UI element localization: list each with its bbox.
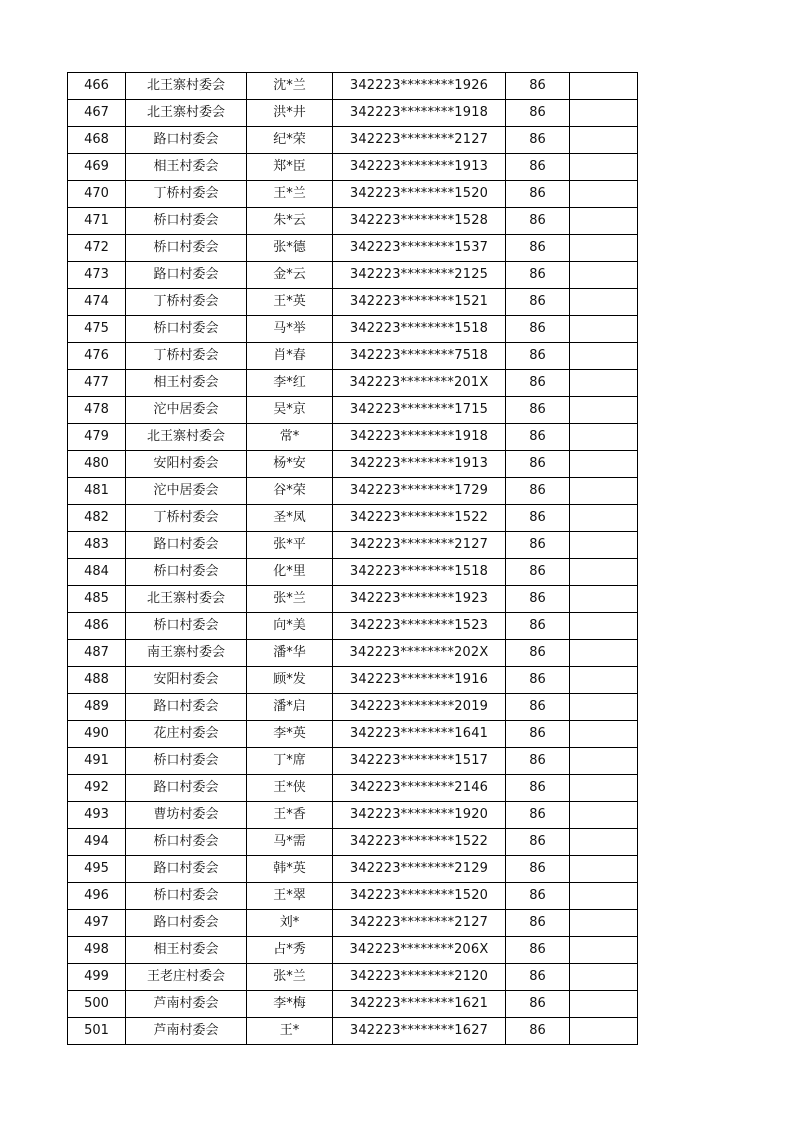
serial-number-cell: 473: [68, 262, 126, 289]
table-row: [68, 694, 638, 721]
committee-cell: 南王寨村委会: [126, 640, 247, 667]
score-cell: 86: [506, 478, 570, 505]
committee-cell: 桥口村委会: [126, 235, 247, 262]
person-name-cell: 王*: [247, 1018, 333, 1045]
id-number-cell: 342223********1641: [333, 721, 506, 748]
table-row: [68, 937, 638, 964]
serial-number-cell: 485: [68, 586, 126, 613]
serial-number-cell: 467: [68, 100, 126, 127]
serial-number-cell: 501: [68, 1018, 126, 1045]
person-name-cell: 占*秀: [247, 937, 333, 964]
serial-number-cell: 478: [68, 397, 126, 424]
score-cell: 86: [506, 208, 570, 235]
table-row: [68, 802, 638, 829]
table-row: [68, 505, 638, 532]
remark-cell: [570, 343, 638, 370]
person-name-cell: 沈*兰: [247, 73, 333, 100]
table-row: [68, 289, 638, 316]
committee-cell: 桥口村委会: [126, 208, 247, 235]
committee-cell: 丁桥村委会: [126, 505, 247, 532]
remark-cell: [570, 532, 638, 559]
id-number-cell: 342223********206X: [333, 937, 506, 964]
person-name-cell: 肖*春: [247, 343, 333, 370]
person-name-cell: 刘*: [247, 910, 333, 937]
serial-number-cell: 500: [68, 991, 126, 1018]
remark-cell: [570, 235, 638, 262]
committee-cell: 桥口村委会: [126, 748, 247, 775]
person-name-cell: 王*翠: [247, 883, 333, 910]
remark-cell: [570, 370, 638, 397]
table-row: [68, 316, 638, 343]
committee-cell: 北王寨村委会: [126, 100, 247, 127]
remark-cell: [570, 1018, 638, 1045]
committee-cell: 花庄村委会: [126, 721, 247, 748]
id-number-cell: 342223********1923: [333, 586, 506, 613]
remark-cell: [570, 397, 638, 424]
score-cell: 86: [506, 316, 570, 343]
remark-cell: [570, 289, 638, 316]
person-name-cell: 马*需: [247, 829, 333, 856]
person-name-cell: 向*美: [247, 613, 333, 640]
committee-cell: 丁桥村委会: [126, 289, 247, 316]
table-row: [68, 964, 638, 991]
table-row: [68, 343, 638, 370]
id-number-cell: 342223********1517: [333, 748, 506, 775]
serial-number-cell: 480: [68, 451, 126, 478]
id-number-cell: 342223********1537: [333, 235, 506, 262]
person-name-cell: 王*侠: [247, 775, 333, 802]
table-row: [68, 748, 638, 775]
score-cell: 86: [506, 1018, 570, 1045]
id-number-cell: 342223********1920: [333, 802, 506, 829]
id-number-cell: 342223********2019: [333, 694, 506, 721]
serial-number-cell: 472: [68, 235, 126, 262]
remark-cell: [570, 127, 638, 154]
person-name-cell: 吴*京: [247, 397, 333, 424]
remark-cell: [570, 505, 638, 532]
remark-cell: [570, 748, 638, 775]
table-row: [68, 829, 638, 856]
score-cell: 86: [506, 910, 570, 937]
remark-cell: [570, 829, 638, 856]
person-name-cell: 李*梅: [247, 991, 333, 1018]
remark-cell: [570, 478, 638, 505]
person-name-cell: 杨*安: [247, 451, 333, 478]
serial-number-cell: 493: [68, 802, 126, 829]
score-cell: 86: [506, 694, 570, 721]
table-row: [68, 262, 638, 289]
id-number-cell: 342223********1518: [333, 316, 506, 343]
id-number-cell: 342223********1729: [333, 478, 506, 505]
remark-cell: [570, 991, 638, 1018]
table-row: [68, 856, 638, 883]
person-name-cell: 潘*华: [247, 640, 333, 667]
remark-cell: [570, 208, 638, 235]
table-row: [68, 667, 638, 694]
committee-cell: 桥口村委会: [126, 613, 247, 640]
remark-cell: [570, 424, 638, 451]
remark-cell: [570, 73, 638, 100]
serial-number-cell: 466: [68, 73, 126, 100]
table-row: [68, 73, 638, 100]
id-number-cell: 342223********1621: [333, 991, 506, 1018]
id-number-cell: 342223********2129: [333, 856, 506, 883]
table-row: [68, 613, 638, 640]
committee-cell: 路口村委会: [126, 775, 247, 802]
serial-number-cell: 476: [68, 343, 126, 370]
serial-number-cell: 491: [68, 748, 126, 775]
committee-cell: 路口村委会: [126, 856, 247, 883]
serial-number-cell: 498: [68, 937, 126, 964]
person-name-cell: 王*香: [247, 802, 333, 829]
score-cell: 86: [506, 505, 570, 532]
remark-cell: [570, 316, 638, 343]
person-name-cell: 张*兰: [247, 586, 333, 613]
person-name-cell: 顾*发: [247, 667, 333, 694]
serial-number-cell: 477: [68, 370, 126, 397]
person-name-cell: 常*: [247, 424, 333, 451]
id-number-cell: 342223********2127: [333, 127, 506, 154]
serial-number-cell: 471: [68, 208, 126, 235]
committee-cell: 路口村委会: [126, 127, 247, 154]
committee-cell: 安阳村委会: [126, 451, 247, 478]
person-name-cell: 谷*荣: [247, 478, 333, 505]
score-cell: 86: [506, 343, 570, 370]
committee-cell: 芦南村委会: [126, 991, 247, 1018]
committee-cell: 桥口村委会: [126, 316, 247, 343]
serial-number-cell: 494: [68, 829, 126, 856]
table-row: [68, 532, 638, 559]
serial-number-cell: 495: [68, 856, 126, 883]
score-cell: 86: [506, 289, 570, 316]
person-name-cell: 张*兰: [247, 964, 333, 991]
score-cell: 86: [506, 73, 570, 100]
remark-cell: [570, 100, 638, 127]
id-number-cell: 342223********2125: [333, 262, 506, 289]
serial-number-cell: 483: [68, 532, 126, 559]
score-cell: 86: [506, 154, 570, 181]
committee-cell: 丁桥村委会: [126, 181, 247, 208]
id-number-cell: 342223********2146: [333, 775, 506, 802]
score-cell: 86: [506, 937, 570, 964]
id-number-cell: 342223********1916: [333, 667, 506, 694]
score-cell: 86: [506, 127, 570, 154]
person-name-cell: 纪*荣: [247, 127, 333, 154]
serial-number-cell: 486: [68, 613, 126, 640]
person-name-cell: 马*举: [247, 316, 333, 343]
id-number-cell: 342223********1715: [333, 397, 506, 424]
table-row: [68, 775, 638, 802]
score-cell: 86: [506, 370, 570, 397]
committee-cell: 桥口村委会: [126, 829, 247, 856]
id-number-cell: 342223********1522: [333, 829, 506, 856]
table-row: [68, 586, 638, 613]
remark-cell: [570, 262, 638, 289]
id-number-cell: 342223********1522: [333, 505, 506, 532]
remark-cell: [570, 640, 638, 667]
remark-cell: [570, 559, 638, 586]
person-name-cell: 丁*席: [247, 748, 333, 775]
id-number-cell: 342223********1523: [333, 613, 506, 640]
committee-cell: 北王寨村委会: [126, 73, 247, 100]
id-number-cell: 342223********1520: [333, 883, 506, 910]
score-cell: 86: [506, 802, 570, 829]
person-name-cell: 张*平: [247, 532, 333, 559]
score-cell: 86: [506, 640, 570, 667]
committee-cell: 王老庄村委会: [126, 964, 247, 991]
remark-cell: [570, 694, 638, 721]
score-cell: 86: [506, 235, 570, 262]
person-name-cell: 朱*云: [247, 208, 333, 235]
person-name-cell: 王*兰: [247, 181, 333, 208]
remark-cell: [570, 154, 638, 181]
score-cell: 86: [506, 586, 570, 613]
serial-number-cell: 468: [68, 127, 126, 154]
score-cell: 86: [506, 613, 570, 640]
id-number-cell: 342223********1926: [333, 73, 506, 100]
table-row: [68, 721, 638, 748]
score-cell: 86: [506, 451, 570, 478]
serial-number-cell: 469: [68, 154, 126, 181]
score-cell: 86: [506, 856, 570, 883]
committee-cell: 相王村委会: [126, 370, 247, 397]
remark-cell: [570, 910, 638, 937]
table-row: [68, 424, 638, 451]
committee-cell: 路口村委会: [126, 910, 247, 937]
roster-table: [67, 72, 638, 1045]
serial-number-cell: 488: [68, 667, 126, 694]
id-number-cell: 342223********2127: [333, 532, 506, 559]
id-number-cell: 342223********202X: [333, 640, 506, 667]
table-row: [68, 127, 638, 154]
serial-number-cell: 470: [68, 181, 126, 208]
id-number-cell: 342223********1528: [333, 208, 506, 235]
id-number-cell: 342223********1913: [333, 451, 506, 478]
remark-cell: [570, 181, 638, 208]
committee-cell: 安阳村委会: [126, 667, 247, 694]
serial-number-cell: 487: [68, 640, 126, 667]
committee-cell: 相王村委会: [126, 937, 247, 964]
serial-number-cell: 496: [68, 883, 126, 910]
remark-cell: [570, 964, 638, 991]
serial-number-cell: 492: [68, 775, 126, 802]
id-number-cell: 342223********1518: [333, 559, 506, 586]
serial-number-cell: 490: [68, 721, 126, 748]
score-cell: 86: [506, 964, 570, 991]
score-cell: 86: [506, 748, 570, 775]
score-cell: 86: [506, 667, 570, 694]
table-row: [68, 640, 638, 667]
remark-cell: [570, 775, 638, 802]
committee-cell: 路口村委会: [126, 694, 247, 721]
score-cell: 86: [506, 532, 570, 559]
person-name-cell: 潘*启: [247, 694, 333, 721]
committee-cell: 芦南村委会: [126, 1018, 247, 1045]
id-number-cell: 342223********1520: [333, 181, 506, 208]
table-row: [68, 235, 638, 262]
score-cell: 86: [506, 100, 570, 127]
score-cell: 86: [506, 775, 570, 802]
score-cell: 86: [506, 991, 570, 1018]
id-number-cell: 342223********1627: [333, 1018, 506, 1045]
remark-cell: [570, 802, 638, 829]
serial-number-cell: 484: [68, 559, 126, 586]
remark-cell: [570, 937, 638, 964]
score-cell: 86: [506, 262, 570, 289]
person-name-cell: 化*里: [247, 559, 333, 586]
committee-cell: 桥口村委会: [126, 883, 247, 910]
committee-cell: 桥口村委会: [126, 559, 247, 586]
committee-cell: 北王寨村委会: [126, 586, 247, 613]
remark-cell: [570, 586, 638, 613]
serial-number-cell: 499: [68, 964, 126, 991]
score-cell: 86: [506, 397, 570, 424]
table-row: [68, 478, 638, 505]
table-row: [68, 910, 638, 937]
table-row: [68, 370, 638, 397]
remark-cell: [570, 667, 638, 694]
person-name-cell: 王*英: [247, 289, 333, 316]
score-cell: 86: [506, 883, 570, 910]
committee-cell: 沱中居委会: [126, 478, 247, 505]
remark-cell: [570, 883, 638, 910]
score-cell: 86: [506, 424, 570, 451]
table-row: [68, 100, 638, 127]
serial-number-cell: 479: [68, 424, 126, 451]
id-number-cell: 342223********201X: [333, 370, 506, 397]
committee-cell: 相王村委会: [126, 154, 247, 181]
committee-cell: 沱中居委会: [126, 397, 247, 424]
id-number-cell: 342223********1521: [333, 289, 506, 316]
remark-cell: [570, 613, 638, 640]
person-name-cell: 洪*井: [247, 100, 333, 127]
table-row: [68, 208, 638, 235]
person-name-cell: 李*红: [247, 370, 333, 397]
person-name-cell: 圣*凤: [247, 505, 333, 532]
table-row: [68, 154, 638, 181]
serial-number-cell: 482: [68, 505, 126, 532]
id-number-cell: 342223********2120: [333, 964, 506, 991]
committee-cell: 丁桥村委会: [126, 343, 247, 370]
remark-cell: [570, 721, 638, 748]
table-row: [68, 451, 638, 478]
id-number-cell: 342223********1918: [333, 424, 506, 451]
remark-cell: [570, 451, 638, 478]
committee-cell: 北王寨村委会: [126, 424, 247, 451]
table-row: [68, 1018, 638, 1045]
table-row: [68, 397, 638, 424]
person-name-cell: 张*德: [247, 235, 333, 262]
id-number-cell: 342223********1913: [333, 154, 506, 181]
serial-number-cell: 489: [68, 694, 126, 721]
score-cell: 86: [506, 181, 570, 208]
serial-number-cell: 497: [68, 910, 126, 937]
roster-table-body: [68, 73, 638, 1045]
serial-number-cell: 475: [68, 316, 126, 343]
committee-cell: 路口村委会: [126, 532, 247, 559]
person-name-cell: 郑*臣: [247, 154, 333, 181]
table-row: [68, 991, 638, 1018]
serial-number-cell: 481: [68, 478, 126, 505]
table-row: [68, 559, 638, 586]
person-name-cell: 韩*英: [247, 856, 333, 883]
score-cell: 86: [506, 829, 570, 856]
table-row: [68, 883, 638, 910]
score-cell: 86: [506, 559, 570, 586]
committee-cell: 路口村委会: [126, 262, 247, 289]
remark-cell: [570, 856, 638, 883]
serial-number-cell: 474: [68, 289, 126, 316]
person-name-cell: 李*英: [247, 721, 333, 748]
committee-cell: 曹坊村委会: [126, 802, 247, 829]
table-row: [68, 181, 638, 208]
id-number-cell: 342223********2127: [333, 910, 506, 937]
score-cell: 86: [506, 721, 570, 748]
person-name-cell: 金*云: [247, 262, 333, 289]
id-number-cell: 342223********1918: [333, 100, 506, 127]
id-number-cell: 342223********7518: [333, 343, 506, 370]
